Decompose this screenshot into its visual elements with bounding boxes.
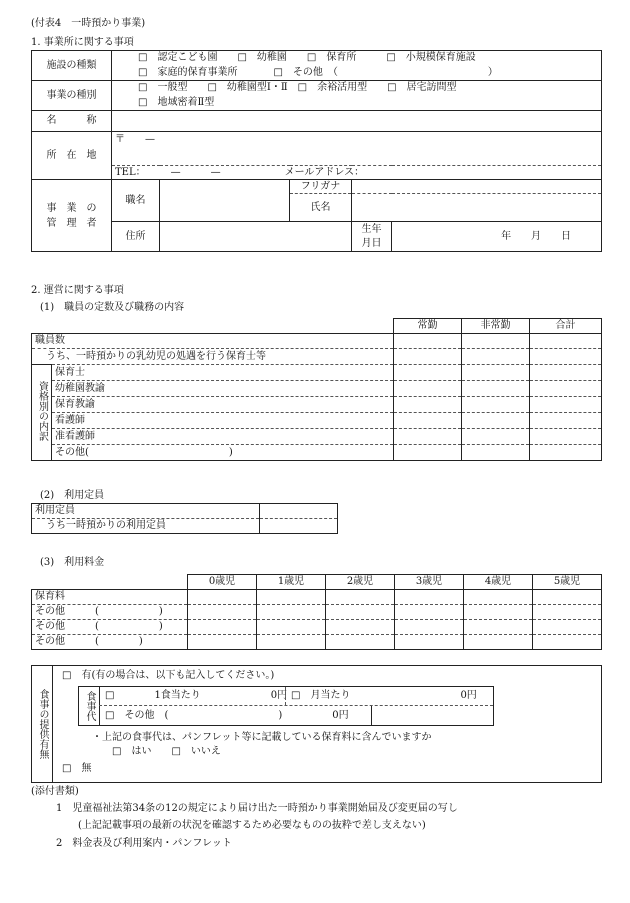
name-field[interactable] bbox=[112, 111, 602, 132]
fee-cell[interactable] bbox=[326, 590, 395, 605]
meal-section bbox=[31, 665, 602, 783]
birth-label bbox=[352, 222, 392, 252]
meal-per-meal-option[interactable]: □ 1食当たり 0円 bbox=[105, 690, 288, 701]
fee-cell[interactable] bbox=[257, 605, 326, 620]
meal-label: 食事の提供有無 bbox=[37, 689, 48, 759]
qual-cell[interactable] bbox=[462, 365, 530, 381]
postal-field[interactable]: 〒 — bbox=[112, 132, 602, 166]
fee-table bbox=[31, 574, 602, 650]
residence-label: 住所 bbox=[112, 222, 160, 252]
birth-label-line2: 月日 bbox=[361, 237, 382, 249]
tel-field[interactable]: TEL： — — bbox=[115, 166, 221, 178]
staff-count-parttime[interactable] bbox=[462, 334, 530, 349]
meal-answer-options[interactable]: □ はい □ いいえ bbox=[112, 746, 221, 757]
business-info-table bbox=[31, 50, 602, 252]
fee-cell[interactable] bbox=[188, 605, 257, 620]
fee-row-label: 保育料 bbox=[32, 590, 188, 605]
furigana-field[interactable] bbox=[352, 180, 602, 194]
capacity-label: 利用定員 bbox=[32, 504, 260, 519]
fee-row-label: その他 ( ) bbox=[32, 635, 188, 650]
qual-cell[interactable] bbox=[462, 429, 530, 445]
attachment-item-1: 1 児童福祉法第34条の12の規定により届け出た一時預かり事業開始届及び変更届の写し bbox=[56, 803, 458, 814]
capacity-sub-label: うち一時預かりの利用定員 bbox=[32, 519, 260, 534]
address-label: 所 在 地 bbox=[32, 132, 112, 180]
facility-other-close: ） bbox=[487, 66, 498, 78]
manager-label-line1: 事 業 の bbox=[46, 202, 97, 214]
furigana-label: フリガナ bbox=[290, 180, 352, 194]
qual-cell[interactable] bbox=[394, 397, 462, 413]
meal-per-month-option[interactable]: □ 月当たり 0円 bbox=[291, 690, 477, 701]
business-type-label: 事業の種別 bbox=[32, 81, 112, 111]
qual-cell[interactable] bbox=[530, 397, 602, 413]
contact-row[interactable] bbox=[112, 166, 602, 180]
section2-title: 2. 運営に関する事項 bbox=[31, 285, 124, 296]
capacity-subsection-title: (2) 利用定員 bbox=[40, 490, 105, 501]
business-type-options-row2[interactable]: □ 地域密着Ⅱ型 bbox=[112, 96, 602, 111]
staff-sub-parttime[interactable] bbox=[462, 349, 530, 365]
fee-cell[interactable] bbox=[257, 620, 326, 635]
qual-item: その他( ) bbox=[52, 445, 394, 461]
qual-item: 看護師 bbox=[52, 413, 394, 429]
qual-cell[interactable] bbox=[394, 429, 462, 445]
person-name-label: 氏名 bbox=[290, 194, 352, 222]
qual-cell[interactable] bbox=[394, 445, 462, 461]
fee-cell[interactable] bbox=[533, 590, 602, 605]
email-field[interactable]: メールアドレス： bbox=[284, 166, 365, 178]
capacity-table bbox=[31, 503, 338, 534]
fee-cell[interactable] bbox=[395, 605, 464, 620]
fee-cell[interactable] bbox=[188, 620, 257, 635]
fee-header-age5: 5歳児 bbox=[533, 575, 602, 590]
attachment-item-2: 2 料金表及び利用案内・パンフレット bbox=[56, 838, 232, 849]
meal-cost-box bbox=[78, 686, 494, 726]
fee-cell[interactable] bbox=[257, 635, 326, 650]
meal-cost-row1 bbox=[99, 687, 493, 706]
fee-cell[interactable] bbox=[533, 605, 602, 620]
facility-option-other[interactable]: □ その他 （ bbox=[273, 66, 338, 78]
fee-cell[interactable] bbox=[326, 635, 395, 650]
form-header: (付表4 一時預かり事業) bbox=[31, 18, 146, 29]
capacity-sub-field[interactable] bbox=[260, 519, 338, 534]
attachment-item-1-note: (上記記載事項の最新の状況を確認するため必要なものの抜粋で差し支えない) bbox=[78, 820, 426, 831]
fee-header-age4: 4歳児 bbox=[464, 575, 533, 590]
meal-cost-row2 bbox=[99, 706, 372, 725]
fee-cell[interactable] bbox=[257, 590, 326, 605]
qual-item: 保育士 bbox=[52, 365, 394, 381]
facility-type-label: 施設の種類 bbox=[32, 51, 112, 81]
qual-cell[interactable] bbox=[462, 381, 530, 397]
qual-cell[interactable] bbox=[530, 413, 602, 429]
staff-sub-label: うち、一時預かりの乳幼児の処遇を行う保育士等 bbox=[32, 349, 394, 365]
qual-cell[interactable] bbox=[394, 413, 462, 429]
qual-cell[interactable] bbox=[462, 397, 530, 413]
section1-title: 1. 事業所に関する事項 bbox=[31, 37, 134, 48]
qual-cell[interactable] bbox=[530, 429, 602, 445]
meal-cost-label-cell bbox=[79, 687, 100, 725]
staff-count-label: 職員数 bbox=[32, 334, 394, 349]
qual-cell[interactable] bbox=[394, 365, 462, 381]
staff-subsection-title: (1) 職員の定数及び職務の内容 bbox=[40, 302, 185, 313]
fee-cell[interactable] bbox=[395, 620, 464, 635]
qual-cell[interactable] bbox=[462, 413, 530, 429]
staff-header-blank bbox=[32, 319, 394, 334]
fee-subsection-title: (3) 利用料金 bbox=[40, 557, 105, 568]
staff-header-parttime: 非常勤 bbox=[462, 319, 530, 334]
fee-cell[interactable] bbox=[326, 605, 395, 620]
staff-table bbox=[31, 318, 602, 461]
qualification-label-text: 資格別の内訳 bbox=[36, 380, 48, 441]
staff-header-fulltime: 常勤 bbox=[394, 319, 462, 334]
facility-type-options-row2[interactable] bbox=[112, 66, 602, 81]
fee-cell[interactable] bbox=[464, 620, 533, 635]
fee-header-blank bbox=[32, 575, 188, 590]
person-name-field[interactable] bbox=[352, 194, 602, 222]
job-title-label: 職名 bbox=[112, 180, 160, 222]
qual-cell[interactable] bbox=[530, 381, 602, 397]
fee-cell[interactable] bbox=[188, 590, 257, 605]
meal-cost-label: 食事代 bbox=[84, 691, 95, 721]
fee-cell[interactable] bbox=[464, 590, 533, 605]
fee-row-label: その他 ( ) bbox=[32, 620, 188, 635]
fee-cell[interactable] bbox=[464, 605, 533, 620]
residence-field[interactable] bbox=[160, 222, 352, 252]
fee-cell[interactable] bbox=[188, 635, 257, 650]
qual-cell[interactable] bbox=[462, 445, 530, 461]
facility-type-options-row1[interactable]: □ 認定こども園 □ 幼稚園 □ 保育所 □ 小規模保育施設 bbox=[112, 51, 602, 66]
fee-header-age1: 1歳児 bbox=[257, 575, 326, 590]
staff-sub-fulltime[interactable] bbox=[394, 349, 462, 365]
fee-header-age0: 0歳児 bbox=[188, 575, 257, 590]
business-type-options-row1[interactable]: □ 一般型 □ 幼稚園型Ⅰ・Ⅱ □ 余裕活用型 □ 居宅訪問型 bbox=[112, 81, 602, 96]
staff-sub-total[interactable] bbox=[530, 349, 602, 365]
manager-label bbox=[32, 180, 112, 252]
qual-cell[interactable] bbox=[530, 445, 602, 461]
qual-item: 幼稚園教諭 bbox=[52, 381, 394, 397]
fee-cell[interactable] bbox=[395, 635, 464, 650]
qual-cell[interactable] bbox=[394, 381, 462, 397]
birth-label-line1: 生年 bbox=[361, 223, 382, 235]
facility-option-home[interactable]: □ 家庭的保育事業所 bbox=[138, 66, 238, 78]
fee-header-age2: 2歳児 bbox=[326, 575, 395, 590]
fee-row-label: その他 ( ) bbox=[32, 605, 188, 620]
qual-item: 保育教諭 bbox=[52, 397, 394, 413]
attachments-title: (添付書類) bbox=[31, 786, 79, 797]
meal-question: ・上記の食事代は、パンフレット等に記載している保育料に含んでいますか bbox=[92, 732, 432, 743]
meal-cost-divider bbox=[285, 687, 287, 705]
birth-date-field[interactable]: 年 月 日 bbox=[392, 222, 602, 252]
staff-header-total: 合計 bbox=[530, 319, 602, 334]
meal-no-option[interactable]: □ 無 bbox=[62, 763, 92, 774]
fee-header-age3: 3歳児 bbox=[395, 575, 464, 590]
fee-cell[interactable] bbox=[533, 635, 602, 650]
job-title-field[interactable] bbox=[160, 180, 290, 222]
staff-count-fulltime[interactable] bbox=[394, 334, 462, 349]
qual-item: 准看護師 bbox=[52, 429, 394, 445]
fee-cell[interactable] bbox=[533, 620, 602, 635]
fee-cell[interactable] bbox=[395, 590, 464, 605]
fee-cell[interactable] bbox=[326, 620, 395, 635]
meal-label-cell bbox=[32, 666, 53, 782]
staff-count-total[interactable] bbox=[530, 334, 602, 349]
name-label: 名 称 bbox=[32, 111, 112, 132]
fee-cell[interactable] bbox=[464, 635, 533, 650]
capacity-field[interactable] bbox=[260, 504, 338, 519]
qual-cell[interactable] bbox=[530, 365, 602, 381]
meal-yes-option[interactable]: □ 有(有の場合は、以下も記入してください。) bbox=[62, 670, 275, 681]
qualification-label bbox=[32, 365, 52, 461]
manager-label-line2: 管 理 者 bbox=[46, 217, 97, 229]
meal-other-option[interactable]: □ その他 ( ) 0円 bbox=[105, 710, 349, 721]
